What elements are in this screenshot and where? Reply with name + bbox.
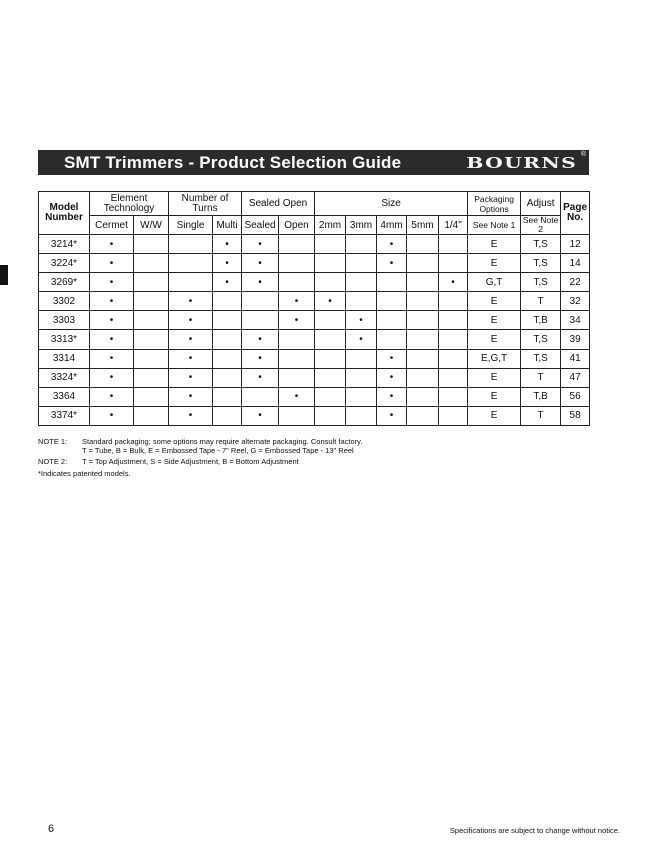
table-cell bbox=[315, 406, 346, 425]
header-packaging-note: See Note 1 bbox=[468, 216, 521, 235]
table-cell bbox=[377, 330, 407, 349]
table-cell: • bbox=[346, 311, 377, 330]
adjust-cell: T,S bbox=[521, 273, 561, 292]
adjust-cell: T bbox=[521, 406, 561, 425]
subheader-cell: Cermet bbox=[90, 216, 134, 235]
table-cell bbox=[346, 254, 377, 273]
table-cell: • bbox=[346, 330, 377, 349]
subheader-cell: Multi bbox=[213, 216, 242, 235]
packaging-cell: G,T bbox=[468, 273, 521, 292]
table-cell bbox=[134, 349, 169, 368]
title-bar bbox=[38, 150, 589, 175]
table-cell bbox=[407, 311, 439, 330]
subheader-cell: 5mm bbox=[407, 216, 439, 235]
packaging-cell: E bbox=[468, 254, 521, 273]
table-cell bbox=[346, 387, 377, 406]
table-cell: • bbox=[377, 368, 407, 387]
header-size: Size bbox=[315, 192, 468, 216]
subheader-cell: 1/4" bbox=[439, 216, 468, 235]
header-turns: Number of Turns bbox=[169, 192, 242, 216]
table-cell bbox=[134, 235, 169, 254]
table-cell: • bbox=[90, 254, 134, 273]
table-cell: • bbox=[242, 368, 279, 387]
packaging-cell: E bbox=[468, 330, 521, 349]
model-cell: 3314 bbox=[39, 349, 90, 368]
table-cell bbox=[439, 330, 468, 349]
table-cell bbox=[315, 273, 346, 292]
adjust-cell: T,B bbox=[521, 311, 561, 330]
table-cell bbox=[279, 349, 315, 368]
model-cell: 3313* bbox=[39, 330, 90, 349]
packaging-cell: E bbox=[468, 235, 521, 254]
page-cell: 22 bbox=[561, 273, 590, 292]
table-cell: • bbox=[377, 235, 407, 254]
table-cell: • bbox=[169, 368, 213, 387]
adjust-cell: T,B bbox=[521, 387, 561, 406]
table-cell bbox=[213, 349, 242, 368]
table-cell bbox=[242, 311, 279, 330]
table-cell bbox=[439, 292, 468, 311]
table-cell: • bbox=[169, 330, 213, 349]
table-row bbox=[39, 235, 590, 254]
registered-mark: ® bbox=[580, 151, 586, 158]
table-row bbox=[39, 273, 590, 292]
section-tab-marker bbox=[0, 265, 8, 285]
table-cell bbox=[134, 292, 169, 311]
table-cell: • bbox=[242, 254, 279, 273]
table-cell bbox=[346, 292, 377, 311]
model-cell: 3374* bbox=[39, 406, 90, 425]
table-cell bbox=[242, 292, 279, 311]
page-cell: 56 bbox=[561, 387, 590, 406]
adjust-cell: T,S bbox=[521, 330, 561, 349]
table-cell: • bbox=[90, 330, 134, 349]
table-cell bbox=[315, 349, 346, 368]
table-cell bbox=[279, 273, 315, 292]
adjust-cell: T,S bbox=[521, 235, 561, 254]
packaging-cell: E bbox=[468, 387, 521, 406]
table-cell bbox=[279, 235, 315, 254]
table-cell bbox=[134, 330, 169, 349]
header-adjust-note: See Note 2 bbox=[521, 216, 561, 235]
table-cell: • bbox=[279, 292, 315, 311]
logo-text: BOURNS bbox=[466, 153, 577, 172]
table-cell: • bbox=[377, 349, 407, 368]
table-row bbox=[39, 368, 590, 387]
table-cell bbox=[134, 387, 169, 406]
bourns-logo bbox=[466, 150, 586, 175]
table-cell bbox=[279, 254, 315, 273]
note-line: T = Tube, B = Bulk, E = Embossed Tape - 7" Reel, G = Embossed Tape - 13" Reel bbox=[82, 445, 354, 455]
table-cell bbox=[377, 273, 407, 292]
table-cell bbox=[315, 311, 346, 330]
footer-disclaimer: Specifications are subject to change without notice. bbox=[449, 826, 620, 835]
table-cell: • bbox=[242, 406, 279, 425]
table-cell bbox=[242, 387, 279, 406]
header-model: Model Number bbox=[39, 192, 90, 235]
header-page: Page No. bbox=[561, 192, 590, 235]
page-number: 6 bbox=[48, 823, 55, 835]
table-cell: • bbox=[169, 406, 213, 425]
table-cell bbox=[213, 406, 242, 425]
page-cell: 41 bbox=[561, 349, 590, 368]
table-cell bbox=[439, 406, 468, 425]
model-cell: 3224* bbox=[39, 254, 90, 273]
table-row bbox=[39, 387, 590, 406]
packaging-cell: E bbox=[468, 292, 521, 311]
product-selection-table bbox=[38, 191, 590, 426]
table-cell: • bbox=[90, 387, 134, 406]
table-cell bbox=[213, 330, 242, 349]
table-cell bbox=[439, 235, 468, 254]
table-cell: • bbox=[377, 406, 407, 425]
page-cell: 34 bbox=[561, 311, 590, 330]
note-line: T = Top Adjustment, S = Side Adjustment, B = Bottom Adjustment bbox=[82, 457, 299, 466]
table-cell bbox=[213, 387, 242, 406]
model-cell: 3214* bbox=[39, 235, 90, 254]
table-cell: • bbox=[213, 235, 242, 254]
table-cell: • bbox=[213, 254, 242, 273]
packaging-cell: E bbox=[468, 406, 521, 425]
table-cell bbox=[439, 387, 468, 406]
table-cell: • bbox=[315, 292, 346, 311]
table-cell: • bbox=[242, 235, 279, 254]
table-row bbox=[39, 349, 590, 368]
table-cell bbox=[315, 235, 346, 254]
table-cell: • bbox=[279, 387, 315, 406]
header-adjust: Adjust bbox=[521, 192, 561, 216]
table-cell bbox=[407, 368, 439, 387]
page-cell: 32 bbox=[561, 292, 590, 311]
table-cell bbox=[407, 406, 439, 425]
table-cell: • bbox=[169, 311, 213, 330]
table-cell bbox=[213, 311, 242, 330]
table-cell bbox=[134, 311, 169, 330]
header-sealed: Sealed Open bbox=[242, 192, 315, 216]
table-cell bbox=[315, 368, 346, 387]
note-label: NOTE 2: bbox=[38, 457, 68, 466]
adjust-cell: T bbox=[521, 292, 561, 311]
table-cell bbox=[346, 368, 377, 387]
table-cell bbox=[377, 292, 407, 311]
table-cell: • bbox=[439, 273, 468, 292]
subheader-cell: Sealed bbox=[242, 216, 279, 235]
subheader-cell: W/W bbox=[134, 216, 169, 235]
model-cell: 3302 bbox=[39, 292, 90, 311]
table-cell bbox=[279, 406, 315, 425]
table-cell bbox=[439, 311, 468, 330]
table-row bbox=[39, 330, 590, 349]
table-cell bbox=[213, 292, 242, 311]
table-cell: • bbox=[169, 292, 213, 311]
table-cell bbox=[315, 330, 346, 349]
note-1 bbox=[38, 438, 362, 455]
table-cell bbox=[407, 254, 439, 273]
table-cell: • bbox=[90, 273, 134, 292]
adjust-cell: T,S bbox=[521, 349, 561, 368]
note-label: NOTE 1: bbox=[38, 437, 68, 446]
table-row bbox=[39, 311, 590, 330]
table-cell bbox=[346, 349, 377, 368]
notes-section bbox=[38, 438, 362, 478]
table-cell bbox=[169, 254, 213, 273]
table-cell: • bbox=[90, 368, 134, 387]
table-cell bbox=[407, 235, 439, 254]
table-cell: • bbox=[213, 273, 242, 292]
header-packaging: Packaging Options bbox=[468, 192, 521, 216]
table-cell: • bbox=[90, 292, 134, 311]
table-cell: • bbox=[90, 235, 134, 254]
table-cell: • bbox=[90, 311, 134, 330]
header-element: Element Technology bbox=[90, 192, 169, 216]
table-cell bbox=[315, 254, 346, 273]
table-cell bbox=[377, 311, 407, 330]
subheader-cell: 2mm bbox=[315, 216, 346, 235]
table-cell: • bbox=[242, 349, 279, 368]
table-cell bbox=[315, 387, 346, 406]
table-cell bbox=[279, 368, 315, 387]
table-cell: • bbox=[377, 254, 407, 273]
table-cell bbox=[439, 368, 468, 387]
table-cell bbox=[213, 368, 242, 387]
table-cell bbox=[279, 330, 315, 349]
page-cell: 47 bbox=[561, 368, 590, 387]
table-cell bbox=[134, 273, 169, 292]
model-cell: 3303 bbox=[39, 311, 90, 330]
table-cell bbox=[407, 292, 439, 311]
table-cell bbox=[169, 235, 213, 254]
packaging-cell: E bbox=[468, 311, 521, 330]
table-cell bbox=[134, 368, 169, 387]
page-cell: 12 bbox=[561, 235, 590, 254]
page-title: SMT Trimmers - Product Selection Guide bbox=[64, 152, 402, 172]
subheader-cell: 4mm bbox=[377, 216, 407, 235]
table-cell: • bbox=[242, 273, 279, 292]
note-2 bbox=[38, 458, 362, 467]
packaging-cell: E,G,T bbox=[468, 349, 521, 368]
table-cell: • bbox=[242, 330, 279, 349]
table-cell: • bbox=[90, 406, 134, 425]
model-cell: 3269* bbox=[39, 273, 90, 292]
table-cell: • bbox=[169, 387, 213, 406]
table-cell bbox=[346, 235, 377, 254]
adjust-cell: T,S bbox=[521, 254, 561, 273]
note-line: Standard packaging; some options may require alternate packaging. Consult factory. bbox=[82, 437, 363, 446]
table-row bbox=[39, 406, 590, 425]
table-cell: • bbox=[377, 387, 407, 406]
table-cell bbox=[407, 330, 439, 349]
table-cell: • bbox=[279, 311, 315, 330]
table-cell: • bbox=[90, 349, 134, 368]
table-row bbox=[39, 292, 590, 311]
subheader-cell: Open bbox=[279, 216, 315, 235]
subheader-cell: 3mm bbox=[346, 216, 377, 235]
model-cell: 3364 bbox=[39, 387, 90, 406]
table-cell bbox=[439, 349, 468, 368]
subheader-cell: Single bbox=[169, 216, 213, 235]
table-cell bbox=[407, 349, 439, 368]
table-row bbox=[39, 254, 590, 273]
page-cell: 14 bbox=[561, 254, 590, 273]
table-cell bbox=[134, 406, 169, 425]
table-cell bbox=[346, 406, 377, 425]
packaging-cell: E bbox=[468, 368, 521, 387]
page-cell: 58 bbox=[561, 406, 590, 425]
adjust-cell: T bbox=[521, 368, 561, 387]
table-cell bbox=[134, 254, 169, 273]
page-cell: 39 bbox=[561, 330, 590, 349]
table-cell bbox=[169, 273, 213, 292]
table-cell bbox=[346, 273, 377, 292]
table-cell: • bbox=[169, 349, 213, 368]
model-cell: 3324* bbox=[39, 368, 90, 387]
table-cell bbox=[439, 254, 468, 273]
patent-note: *Indicates patented models. bbox=[38, 468, 131, 478]
table-cell bbox=[407, 273, 439, 292]
table-cell bbox=[407, 387, 439, 406]
